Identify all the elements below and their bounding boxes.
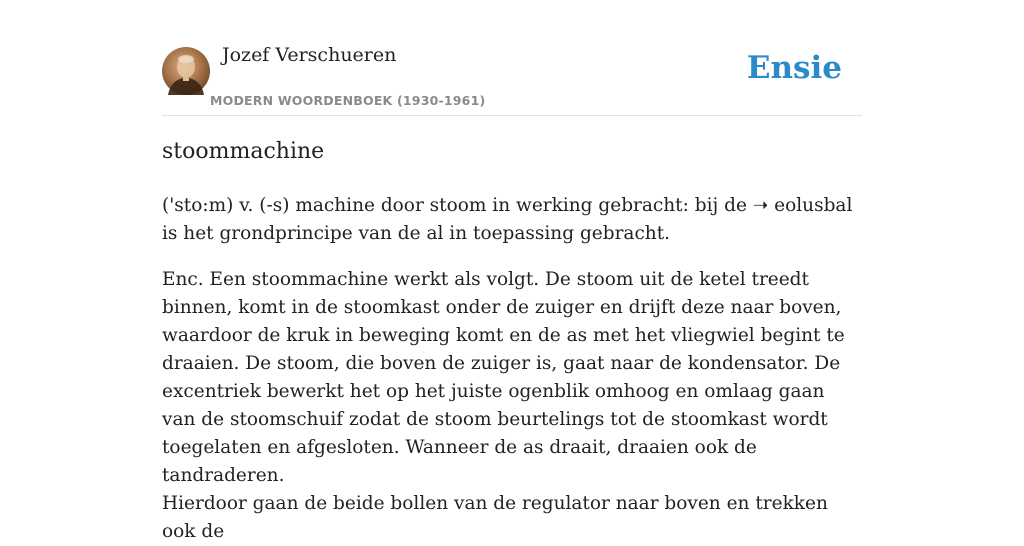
brand-logo[interactable]: Ensie [746,50,842,86]
entry-paragraph-continued: Hierdoor gaan de beide bollen van de regulator naar boven en trekken ook de [162,493,828,542]
portrait-avatar-icon[interactable] [162,47,210,95]
author-name[interactable]: Jozef Verschueren [222,44,397,66]
entry-paragraph-encyclopedic: Enc. Een stoommachine werkt als volgt. De stoom uit de ketel treedt binnen, komt in de stoomkast onder de zuiger en drijft deze naar boven, waardoor de kruk in beweging komt en de as met het vliegwiel begint te draaien. De stoom, die boven de zuiger is, gaat naar de kondensator. De excentriek bewerkt het op het juiste ogenblik omhoog en omlaag gaan van de stoomschuif zodat de stoom beurtelings tot de stoomkast wordt toegelaten en afgesloten. Wanneer de as draait, draaien ook de tandraderen. [162,269,845,486]
entry-title: stoommachine [162,139,325,164]
source-name[interactable]: MODERN WOORDENBOEK (1930-1961) [210,93,486,108]
entry-paragraph-definition: ('sto:m) v. (-s) machine door stoom in werking gebracht: bij de ➝ eolusbal is het grondprincipe van de al in toepassing gebracht. [162,195,853,244]
header [162,0,862,116]
